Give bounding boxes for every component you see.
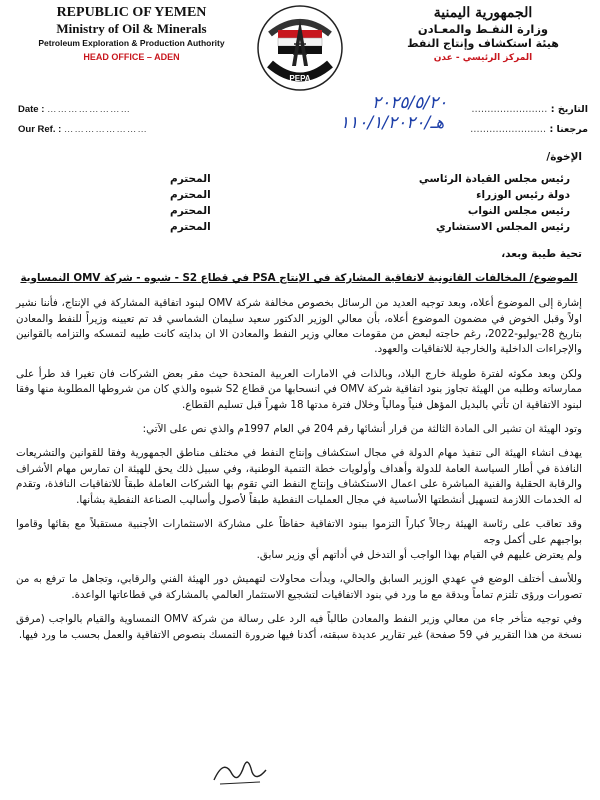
paragraph-4: يهدف انشاء الهيئة الى تنفيذ مهام الدولة في مجال استكشاف وإنتاج النفط في مختلف مناطق الجمهورية وفقا للقوانين والتشريعات النافذة في أطار السياسة العامة للدولة وأهداف وأولويات خطة التنمية الوطنية، وفي سبيل ذلك يحق للهيئة ان تمارس مهام الأشراف والرقابة الحقلية والفنية المباشرة على اعمال الاستكشاف وإنتاج النفط التي تقوم بها الشركات العاملة طبقاً للاتفاقيات النافذة، وتقدم له الخدمات اللازمة لتسهيل أنشطتها الأساسية في مجال العمليات النفطية طبقاً لأصول وأساليب الصناعة النفطية بشأنها.	[16, 447, 582, 506]
recipient-name: رئيس المجلس الاستشاري	[435, 221, 570, 234]
paragraph-5: وقد تعاقب على رئاسة الهيئة رجالاً كباراً التزموا ببنود الاتفاقية حفاظاً على مشاركة الاستثمارات الأجنبية مستقبلاً مع بقائها وقاموا بواجبهم على أكمل وجه ولم يعترض عليهم في القيام بهذا الواجب أو التدخل في أداتهم أي وزير سابق.	[16, 518, 582, 561]
recipient-item	[170, 171, 570, 187]
recipient-suffix: المحترم	[170, 205, 211, 218]
office-name-ar: المركز الرئيسي - عدن	[433, 53, 533, 63]
office-name-en: HEAD OFFICE – ADEN	[83, 52, 180, 62]
subject-line: الموضوع/ المخالفات القانونية لاتفاقية المشاركة في الإنتاج PSA في قطاع S2 - شبوه - شركة OMV النمساوية	[20, 271, 578, 284]
recipient-list	[16, 171, 570, 235]
country-name-ar: الجمهورية اليمنية	[433, 5, 533, 21]
ref-row-ar	[470, 120, 588, 140]
meta-english	[18, 100, 148, 140]
recipient-name: رئيس مجلس النواب	[467, 205, 570, 218]
ref-dots-en: ……………………	[63, 124, 148, 135]
paragraph-1: إشارة إلى الموضوع أعلاه، وبعد توجيه العديد من الرسائل بخصوص مخالفة شركة OMV لبنود اتفاقية المشاركة في الإنتاج، فأننا نشير اولاً وقبل الخوض في مضمون الموضوع أعلاه، بأن معالي الوزير الدكتور سعيد سليمان الشماسي قد تم تعيينه وزيراً للنفط والمعادن بتاريخ 28-يوليو-2022، رغم حاجته لبعض من مقومات معالي وزير النفط والمعادن الا ان بدايته كانت طيبه لتمسكه والتزامه بالقوانين والإجراءات الداخلية والخارجية للاتفاقيات والعهود.	[16, 297, 583, 356]
ref-dots-ar: ……………………	[470, 124, 547, 135]
ref-row-en	[18, 120, 148, 140]
date-dots-ar: ……………………	[471, 104, 548, 115]
date-label-ar: التاريخ :	[550, 104, 588, 115]
ministry-name-en: Ministry of Oil & Minerals	[56, 21, 207, 36]
handwritten-ref: هـ/١١٠/١/٢٠٢٠	[340, 113, 445, 133]
authority-name-ar: هيئة استكشاف وإنتاج النفط	[407, 37, 559, 50]
date-row-en	[18, 100, 148, 120]
ref-label-ar: مرجعنا :	[549, 124, 588, 135]
signature-mark	[210, 752, 270, 788]
recipient-item	[170, 187, 570, 203]
paragraph-3: وتود الهيئة ان تشير الى المادة الثالثة من قرار أنشائها رقم 204 في العام 1997م والذي نص على الآتي:	[142, 423, 582, 436]
country-name-en: REPUBLIC OF YEMEN	[56, 5, 207, 20]
letter-body	[16, 150, 582, 652]
handwritten-date: ٢٠٢٥/٥/٢٠	[372, 93, 448, 113]
date-row-ar	[470, 100, 588, 120]
recipient-suffix: المحترم	[170, 221, 211, 234]
ref-label-en: Our Ref. :	[18, 124, 62, 135]
authority-name-en: Petroleum Exploration & Production Authority	[38, 38, 225, 48]
recipient-item	[170, 203, 570, 219]
recipient-name: رئيس مجلس القيادة الرئاسي	[418, 173, 570, 186]
pepa-logo	[256, 4, 344, 92]
paragraph-2: ولكن وبعد مكوثه لفترة طويلة خارج البلاد، وبالذات في الامارات العربية المتحدة حيث مقر بعض الشركات فان تغيرا قد طرأ على ممارساته وطلبه من الهيئة تجاوز بنود اتفاقية شركة OMV في انسحابها من قطاع S2 شبوه والذي كان من شروطها المطلوبة منها وفقا لبنود الاتفاقية ان تأتي بالبديل المؤهل فنياً ومالياً وخلال فترة مدتها 18 شهراً قبل تسليم القطاع.	[16, 367, 582, 411]
meta-arabic	[470, 100, 588, 140]
recipient-suffix: المحترم	[170, 173, 211, 186]
date-dots-en: ……………………	[47, 104, 132, 115]
salutation: تحية طيبة وبعد،	[501, 248, 582, 261]
recipient-name: دولة رئيس الوزراء	[476, 189, 570, 202]
greeting: الإخوة/	[546, 151, 582, 163]
paragraph-7: وفي توجيه متأخر جاء من معالي وزير النفط والمعادن طالباً فيه الرد على رسالة من شركة OMV النمساوية والقيام بالواجب (مرفق نسخة من هذا التقرير في 59 صفحة) غير تقارير عديدة سبقته، أكدنا فيها ضرورة التمسك بنصوص الاتفاقية والعمل بحسب ما ورد فيها.	[16, 613, 582, 641]
logo-text: PEPA	[289, 74, 311, 83]
ministry-name-ar: وزارة النفـط والمعـادن	[417, 22, 549, 36]
letterhead-arabic	[378, 4, 588, 65]
recipient-item	[170, 219, 570, 235]
paragraph-6: وللأسف أختلف الوضع في عهدي الوزير السابق والحالي، وبدأت محاولات لتهميش دور الهيئة الفني والرقابي، وتجاهل ما ترفع به من تصورات ورؤى تلتزم تماماً وبدقة مع ما ورد في بنود الاتفاقيات لتشجيع الاستثمار العالمي بالمشاركة في قطاعاتها الواعدة.	[16, 573, 582, 601]
letterhead-english	[14, 4, 249, 64]
recipient-suffix: المحترم	[170, 189, 211, 202]
date-label-en: Date :	[18, 104, 45, 115]
